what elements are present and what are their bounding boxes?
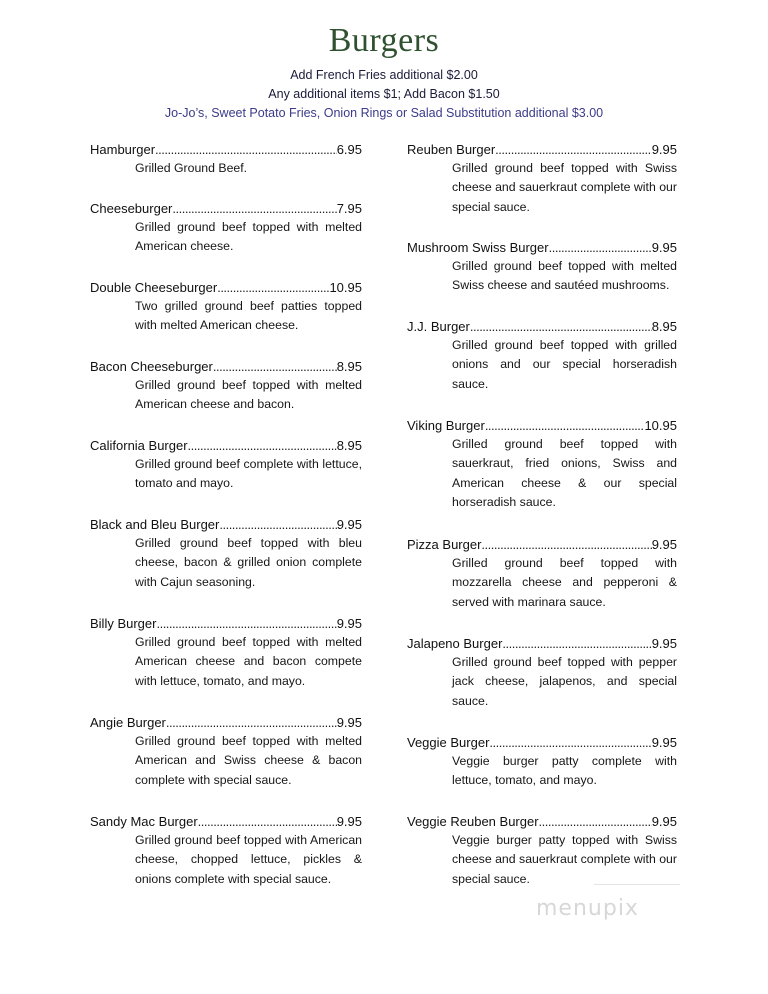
menu-item	[90, 515, 362, 592]
menu-item-price: 8.95	[336, 359, 362, 374]
menu-item-description: Grilled ground beef complete with lettuce, tomato and mayo.	[135, 457, 362, 491]
menu-item-header	[407, 812, 677, 831]
dot-leader	[213, 357, 337, 376]
menu-item-name: Hamburger	[90, 142, 156, 157]
menu-item-name: Black and Bleu Burger	[90, 517, 220, 532]
menu-item-description: Grilled ground beef topped with melted American cheese.	[135, 220, 362, 254]
menu-item-price: 6.95	[336, 142, 362, 157]
menu-item	[407, 634, 677, 711]
menu-item-name: Veggie Reuben Burger	[407, 814, 539, 829]
menu-item-price: 8.95	[651, 319, 677, 334]
menu-item-price: 9.95	[651, 735, 677, 750]
menu-item-description: Grilled ground beef topped with bleu cheese, bacon & grilled onion complete with Cajun seasoning.	[135, 536, 362, 589]
menu-item-name: Mushroom Swiss Burger	[407, 240, 549, 255]
menu-item-header	[407, 317, 677, 336]
menu-item-name: J.J. Burger	[407, 319, 470, 334]
dot-leader	[502, 634, 651, 653]
watermark-divider	[594, 884, 680, 885]
menu-item-price: 9.95	[336, 517, 362, 532]
menu-item-header	[90, 614, 362, 633]
menu-item-header	[407, 416, 677, 435]
dot-leader	[489, 733, 651, 752]
menu-item	[407, 238, 677, 296]
dot-leader	[470, 317, 652, 336]
dot-leader	[188, 436, 337, 455]
page-title: Burgers	[328, 22, 440, 59]
menu-item	[90, 614, 362, 691]
menu-item	[90, 357, 362, 415]
menu-item-name: Reuben Burger	[407, 142, 496, 157]
menu-item-price: 9.95	[651, 636, 677, 651]
menu-item	[407, 416, 677, 512]
dot-leader	[549, 238, 652, 257]
menu-item-price: 10.95	[329, 280, 362, 295]
menu-item-description: Grilled ground beef topped with Swiss cheese and sauerkraut complete with our special sauce.	[452, 161, 677, 214]
menu-item-description: Grilled ground beef topped with American cheese, chopped lettuce, pickles & onions complete with special sauce.	[135, 833, 362, 886]
dot-leader	[198, 812, 337, 831]
menu-item-description: Grilled ground beef topped with sauerkraut, fried onions, Swiss and American cheese & our special horseradish sauce.	[452, 437, 677, 509]
dot-leader	[172, 199, 336, 218]
fries-note: Add French Fries additional $2.00	[290, 68, 478, 82]
menu-item-name: Double Cheeseburger	[90, 280, 218, 295]
menu-item-name: Cheeseburger	[90, 201, 173, 216]
menu-item-name: Bacon Cheeseburger	[90, 359, 213, 374]
menu-item-price: 9.95	[336, 814, 362, 829]
menu-item	[90, 436, 362, 494]
menu-item-description: Grilled ground beef topped with grilled onions and our special horseradish sauce.	[452, 338, 677, 391]
menu-item-name: Veggie Burger	[407, 735, 490, 750]
menu-item	[407, 535, 677, 612]
menu-item-description: Grilled ground beef topped with melted American cheese and bacon.	[135, 378, 362, 412]
menu-item-description: Grilled Ground Beef.	[135, 161, 248, 175]
menu-item-header	[407, 140, 677, 159]
menu-item	[90, 713, 362, 790]
menu-item	[90, 812, 362, 889]
menu-item-description: Grilled ground beef topped with melted American and Swiss cheese & bacon complete with special sauce.	[135, 734, 362, 787]
menu-item-name: Jalapeno Burger	[407, 636, 503, 651]
menu-item	[90, 140, 362, 178]
dot-leader	[155, 140, 337, 159]
menu-item-header	[90, 199, 362, 218]
menu-item-name: Sandy Mac Burger	[90, 814, 198, 829]
menu-item-header	[90, 436, 362, 455]
dot-leader	[539, 812, 652, 831]
dot-leader	[495, 140, 652, 159]
menu-item-name: Billy Burger	[90, 616, 157, 631]
menu-item-description: Grilled ground beef topped with mozzarella cheese and pepperoni & served with marinara sauce.	[452, 556, 677, 609]
menu-item-description: Grilled ground beef topped with melted American cheese and bacon compete with lettuce, tomato, and mayo.	[135, 635, 362, 688]
menu-item	[407, 733, 677, 791]
dot-leader	[481, 535, 651, 554]
menu-item-description: Two grilled ground beef patties topped with melted American cheese.	[135, 299, 362, 333]
dot-leader	[166, 713, 337, 732]
menu-item-price: 8.95	[336, 438, 362, 453]
menu-item-price: 9.95	[651, 142, 677, 157]
menu-item-description: Grilled ground beef topped with melted Swiss cheese and sautéed mushrooms.	[452, 259, 677, 293]
menupix-watermark: menupix	[536, 896, 639, 921]
dot-leader	[219, 515, 336, 534]
menu-item-name: Pizza Burger	[407, 537, 482, 552]
dot-leader	[156, 614, 336, 633]
substitution-note: Jo-Jo’s, Sweet Potato Fries, Onion Rings or Salad Substitution additional $3.00	[164, 106, 604, 120]
menu-item-description: Veggie burger patty topped with Swiss cheese and sauerkraut complete with our special sauce.	[452, 833, 677, 886]
menu-item-price: 10.95	[644, 418, 677, 433]
dot-leader	[485, 416, 645, 435]
menu-item-price: 9.95	[651, 814, 677, 829]
menu-item	[407, 140, 677, 217]
menu-item-price: 9.95	[651, 537, 677, 552]
menu-item-header	[90, 812, 362, 831]
additional-items-note: Any additional items $1; Add Bacon $1.50	[268, 87, 500, 101]
menu-item-name: California Burger	[90, 438, 188, 453]
dot-leader	[217, 278, 329, 297]
menu-item-price: 9.95	[336, 616, 362, 631]
menu-item	[407, 812, 677, 889]
menu-item-header	[90, 357, 362, 376]
menu-item	[90, 199, 362, 257]
menu-item-header	[90, 713, 362, 732]
menu-item-name: Angie Burger	[90, 715, 166, 730]
menu-item-price: 7.95	[336, 201, 362, 216]
menu-item-header	[407, 634, 677, 653]
menu-item-description: Veggie burger patty complete with lettuce, tomato, and mayo.	[452, 754, 677, 788]
menu-item-header	[90, 515, 362, 534]
menu-item	[407, 317, 677, 394]
menu-item-price: 9.95	[336, 715, 362, 730]
menu-item	[90, 278, 362, 336]
menu-item-header	[407, 535, 677, 554]
menu-item-header	[407, 733, 677, 752]
menu-item-description: Grilled ground beef topped with pepper jack cheese, jalapenos, and special sauce.	[452, 655, 677, 708]
menu-item-price: 9.95	[651, 240, 677, 255]
menu-item-header	[90, 140, 362, 159]
menu-item-header	[407, 238, 677, 257]
menu-item-name: Viking Burger	[407, 418, 485, 433]
menu-item-header	[90, 278, 362, 297]
